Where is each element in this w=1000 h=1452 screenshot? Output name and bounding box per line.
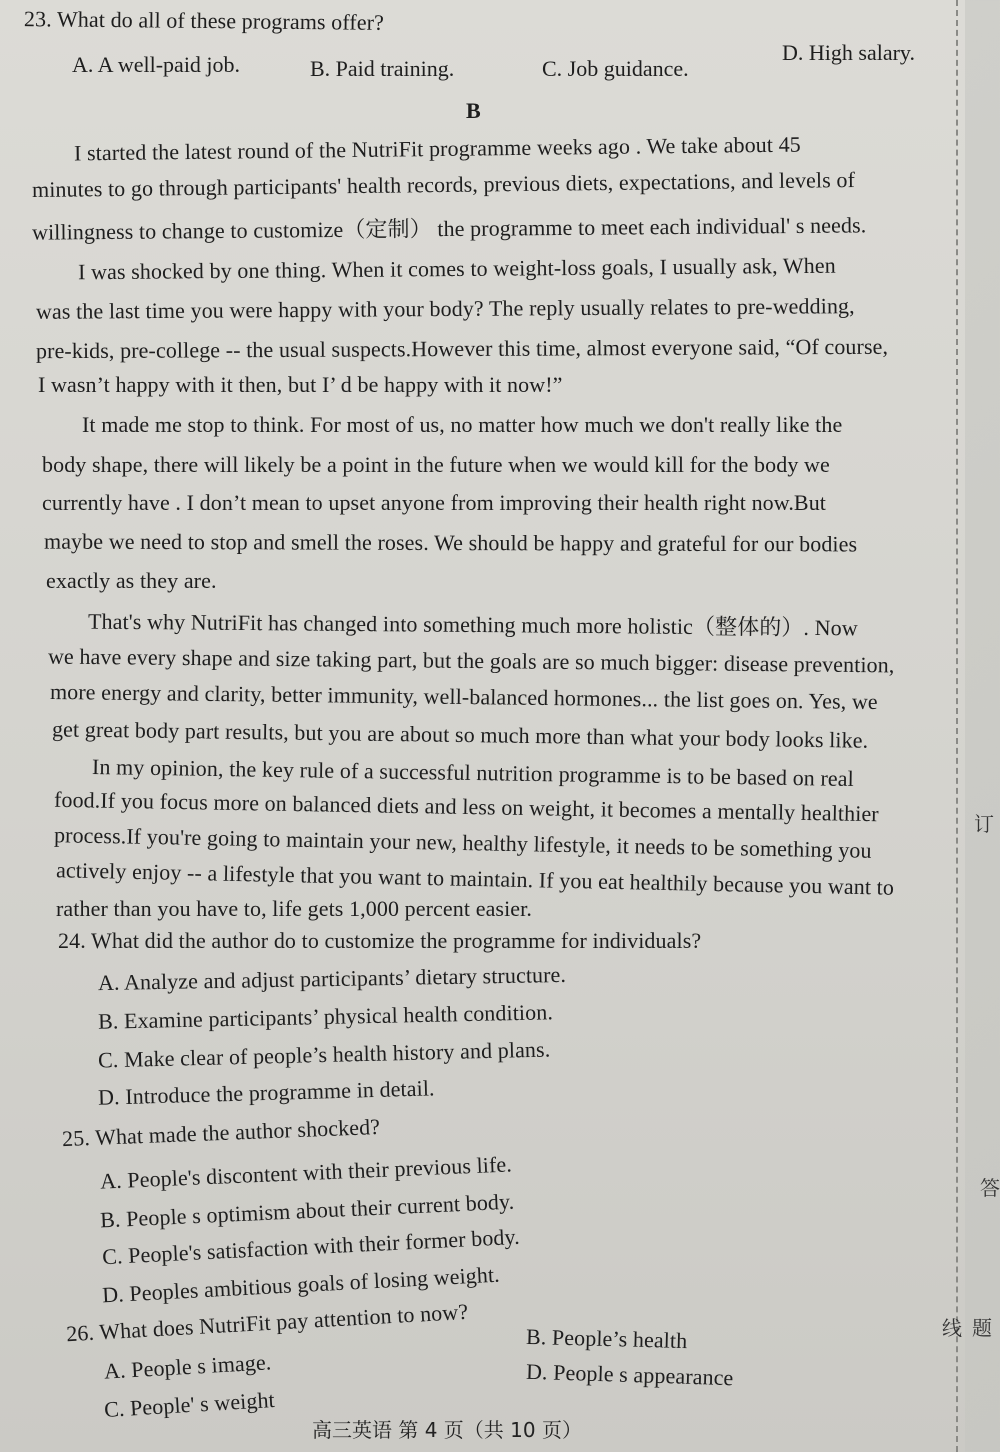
q24-option-a: A. Analyze and adjust participants’ dietary structure.	[97, 961, 567, 996]
margin-char: 线	[942, 1316, 962, 1340]
q23-option-c: C. Job guidance.	[542, 56, 689, 81]
passage-line: body shape, there will likely be a point in the future when we would kill for the body we	[42, 452, 830, 477]
binding-margin	[942, 0, 1000, 1452]
passage-line: willingness to change to customize（定制） the programme to meet each individual' s needs.	[31, 212, 867, 245]
q26-option-d: D. People s appearance	[525, 1358, 734, 1391]
q24-stem: 24. What did the author do to customize the programme for individuals?	[58, 928, 702, 953]
passage-line: process.If you're going to maintain your new, healthy lifestyle, it needs to be something you	[53, 822, 872, 863]
q26-option-c: C. People' s weight	[103, 1386, 276, 1423]
q24-option-d: D. Introduce the programme in detail.	[97, 1075, 435, 1110]
passage-line: we have every shape and size taking part, but the goals are so much bigger: disease prevention,	[47, 643, 895, 678]
passage-line: currently have . I don’t mean to upset anyone from improving their health right now.But	[42, 490, 827, 515]
passage-line: I started the latest round of the NutriFit programme weeks ago . We take about 45	[73, 131, 801, 166]
q25-stem: 25. What made the author shocked?	[61, 1113, 381, 1152]
passage-line: maybe we need to stop and smell the roses. We should be happy and grateful for our bodies	[43, 528, 858, 557]
q25-option-b: B. People s optimism about their current body.	[99, 1188, 515, 1233]
margin-char: 订	[974, 812, 994, 836]
q23-option-d: D. High salary.	[782, 40, 915, 65]
passage-line: I wasn’t happy with it then, but I’ d be happy with it now!”	[38, 372, 563, 397]
q24-option-c: C. Make clear of people’s health history and plans.	[97, 1036, 551, 1073]
passage-line: It made me stop to think. For most of us, no matter how much we don't really like the	[82, 412, 843, 437]
passage-line: was the last time you were happy with your body? The reply usually relates to pre-wedding,	[35, 293, 855, 324]
passage-line: pre-kids, pre-college -- the usual suspects.However this time, almost everyone said, “Of course,	[35, 333, 889, 364]
q25-option-c: C. People's satisfaction with their former body.	[101, 1223, 521, 1270]
passage-line: food.If you focus more on balanced diets and less on weight, it becomes a mentally healthier	[53, 786, 879, 827]
q26-stem: 26. What does NutriFit pay attention to now?	[65, 1298, 469, 1347]
q24-option-b: B. Examine participants’ physical health condition.	[97, 999, 554, 1034]
section-label: B	[466, 98, 481, 123]
margin-char: 答	[980, 1176, 1000, 1200]
passage-line: more energy and clarity, better immunity, well-balanced hormones... the list goes on. Yes, we	[49, 678, 878, 715]
passage-line: get great body part results, but you are about so much more than what your body looks like.	[51, 716, 869, 753]
page-footer: 高三英语 第 4 页（共 10 页）	[312, 1418, 582, 1442]
q26-option-a: A. People s image.	[103, 1349, 272, 1384]
passage-line: rather than you have to, life gets 1,000 percent easier.	[56, 896, 532, 921]
passage-line: minutes to go through participants' health records, previous diets, expectations, and levels of	[31, 166, 856, 203]
q25-option-d: D. Peoples ambitious goals of losing weight.	[101, 1261, 501, 1308]
q26-option-b: B. People’s health	[525, 1323, 688, 1354]
passage-line: I was shocked by one thing. When it comes to weight-loss goals, I usually ask, When	[77, 252, 836, 285]
q23-stem: 23. What do all of these programs offer?	[23, 6, 385, 35]
margin-char: 题	[972, 1316, 992, 1340]
q25-option-a: A. People's discontent with their previous life.	[99, 1151, 513, 1194]
passage-line: exactly as they are.	[46, 568, 217, 593]
passage-line: In my opinion, the key rule of a successful nutrition programme is to be based on real	[91, 754, 855, 791]
passage-line: That's why NutriFit has changed into something much more holistic（整体的）. Now	[87, 608, 858, 641]
q23-option-b: B. Paid training.	[310, 56, 455, 81]
passage-line: actively enjoy -- a lifestyle that you want to maintain. If you eat healthily because you want to	[55, 857, 895, 900]
q23-option-a: A. A well-paid job.	[72, 52, 241, 77]
